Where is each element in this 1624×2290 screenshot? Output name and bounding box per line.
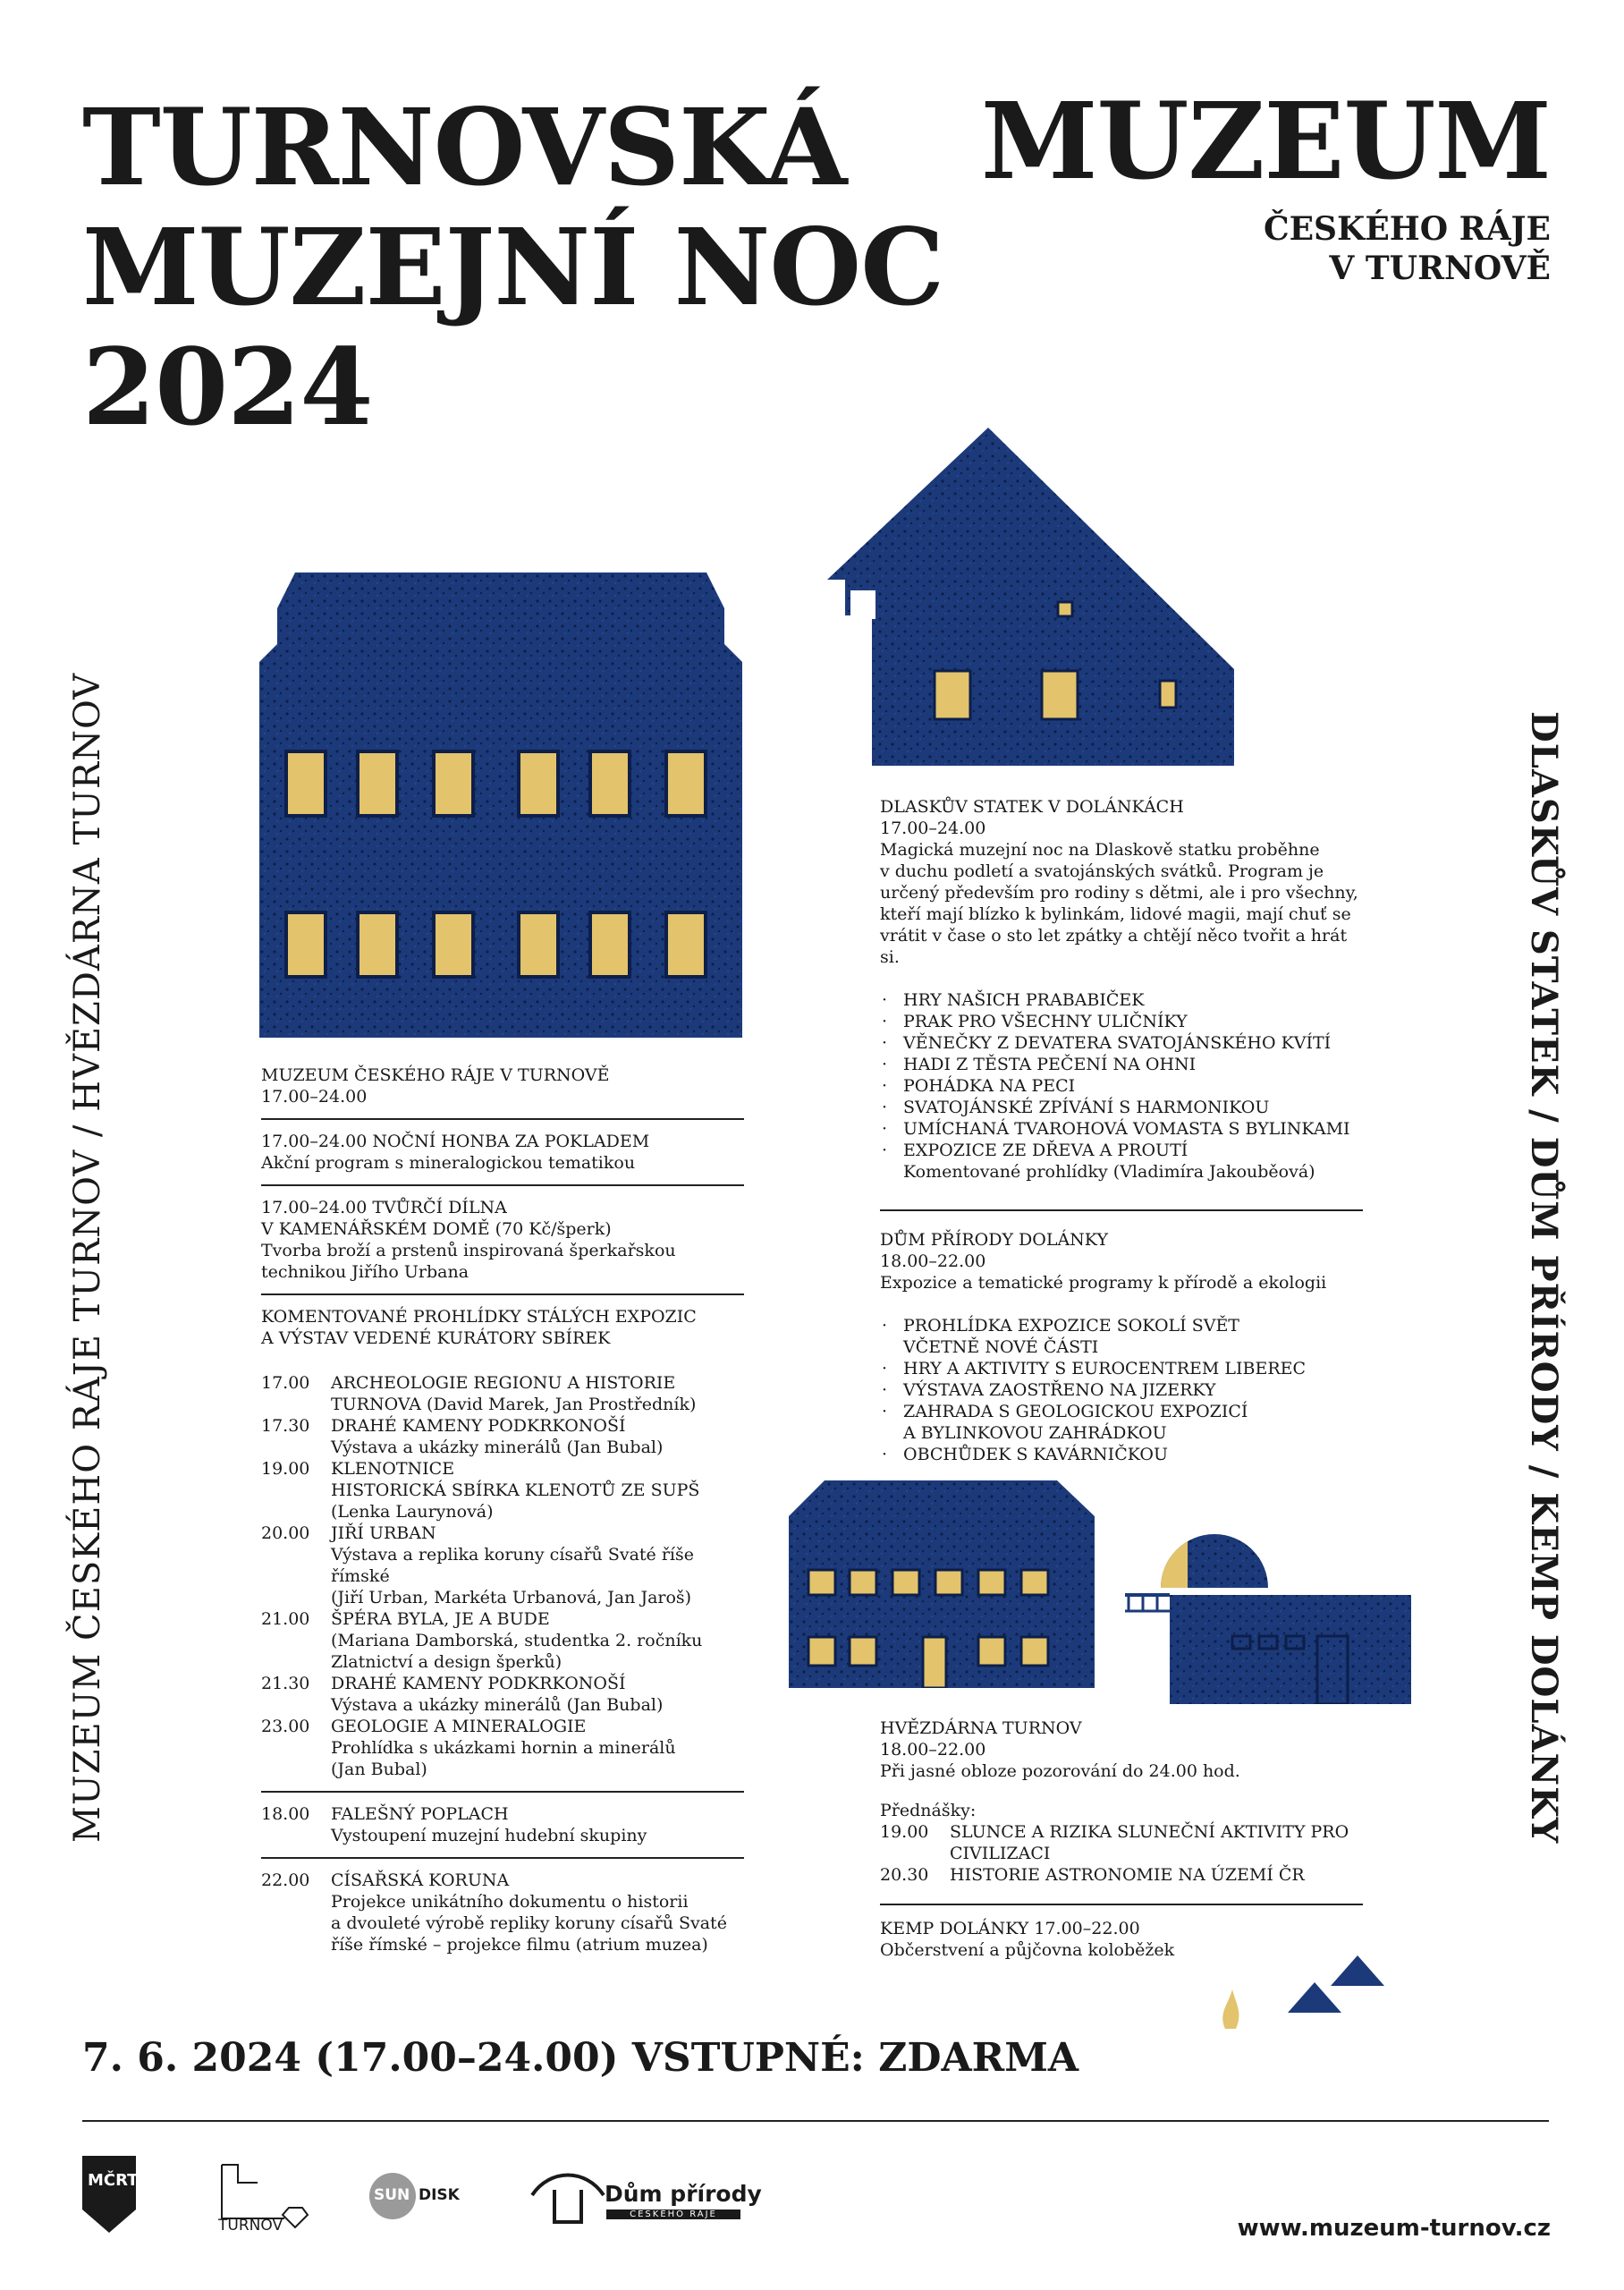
item-line: · PROHLÍDKA EXPOZICE SOKOLÍ SVĚT (903, 1316, 1239, 1336)
divider (261, 1857, 744, 1859)
page-title (82, 85, 944, 449)
program-item-dilna-title-2: V KAMENÁŘSKÉM DOMĚ (70 Kč/šperk) (261, 1219, 612, 1239)
dum-prirody-illustration (789, 1480, 1095, 1688)
statek-desc-line: v duchu podletí a svatojánských svátků. Program je (880, 861, 1324, 881)
vertical-right-caption: DLASKŮV STATEK / DŮM PŘÍRODY / KEMP DOLÁNKY (1523, 711, 1565, 1845)
museum-building-illustration (259, 572, 742, 1038)
dum-hours: 18.00–22.00 (880, 1251, 986, 1271)
tour-time: 19.00 (261, 1459, 310, 1479)
item-line: A BYLINKOVOU ZAHRÁDKOU (903, 1423, 1167, 1443)
list-item: · VĚNEČKY Z DEVATERA SVATOJÁNSKÉHO KVÍTÍ (880, 1032, 1363, 1054)
logo-sundisk-a: SUN (374, 2186, 410, 2204)
museum-line-2: V TURNOVĚ (1329, 250, 1551, 287)
list-item: · UMÍCHANÁ TVAROHOVÁ VOMASTA S BYLINKAMI (880, 1118, 1363, 1140)
statek-list (880, 989, 1363, 1161)
list-item: · SVATOJÁNSKÉ ZPÍVÁNÍ S HARMONIKOU (880, 1097, 1363, 1118)
program-item-dilna-title-1: 17.00–24.00 TVŮRČÍ DÍLNA (261, 1198, 507, 1217)
item-line: FALEŠNÝ POPLACH (331, 1804, 509, 1824)
tour-line: KLENOTNICE (331, 1459, 455, 1479)
logo-dum-text: Dům přírody (605, 2181, 762, 2207)
tour-line: TURNOVA (David Marek, Jan Prostředník) (331, 1395, 697, 1414)
item-line: VČETNĚ NOVÉ ČÁSTI (903, 1337, 1099, 1357)
title-line-1: TURNOVSKÁ (82, 85, 847, 209)
hvezdarna-heading: HVĚZDÁRNA TURNOV (880, 1718, 1082, 1738)
list-item: · HADI Z TĚSTA PEČENÍ NA OHNI (880, 1054, 1363, 1075)
divider (261, 1118, 744, 1120)
lecture-time: 20.30 (880, 1865, 929, 1885)
statek-desc-line: Magická muzejní noc na Dlaskově statku proběhne (880, 840, 1320, 860)
kemp-heading: KEMP DOLÁNKY 17.00–22.00 (880, 1919, 1140, 1938)
lecture-row (880, 1864, 1381, 1886)
item-line: CÍSAŘSKÁ KORUNA (331, 1870, 510, 1890)
list-item (880, 1379, 1363, 1401)
statek-house-shape (827, 428, 1234, 766)
tour-row (261, 1458, 744, 1522)
title-line-3: 2024 (82, 325, 373, 449)
lecture-line: CIVILIZACI (950, 1844, 1051, 1863)
lecture-line: HISTORIE ASTRONOMIE NA ÚZEMÍ ČR (950, 1865, 1305, 1885)
lecture-row (880, 1821, 1381, 1864)
program-item-dilna-desc-2: technikou Jiřího Urbana (261, 1262, 469, 1282)
list-item: · HRY NAŠICH PRABABIČEK (880, 989, 1363, 1011)
website-url[interactable]: www.muzeum-turnov.cz (1237, 2215, 1551, 2242)
footer-divider (82, 2120, 1549, 2122)
program-item-poplach (261, 1803, 744, 1846)
tour-line: GEOLOGIE A MINERALOGIE (331, 1717, 587, 1736)
statek-hours: 17.00–24.00 (880, 818, 986, 838)
tour-row (261, 1372, 744, 1415)
item-line: · ZAHRADA S GEOLOGICKOU EXPOZICÍ (903, 1402, 1248, 1421)
divider (261, 1184, 744, 1186)
logo-mcrt (82, 2156, 139, 2233)
dum-desc: Expozice a tematické programy k přírodě a ekologii (880, 1273, 1327, 1293)
lecture-time: 19.00 (880, 1822, 929, 1842)
tours-title-2: A VÝSTAV VEDENÉ KURÁTORY SBÍREK (261, 1328, 611, 1348)
museum-line-1: ČESKÉHO RÁJE (1263, 210, 1551, 248)
dum-heading: DŮM PŘÍRODY DOLÁNKY (880, 1230, 1109, 1250)
hvezdarna-illustration (1125, 1525, 1411, 1704)
tour-row (261, 1673, 744, 1716)
museum-program-hours: 17.00–24.00 (261, 1087, 368, 1107)
item-line: a dvouleté výrobě repliky koruny císařů Svaté (331, 1913, 727, 1933)
statek-note: Komentované prohlídky (Vladimíra Jakouběová) (903, 1162, 1315, 1182)
tour-time: 21.00 (261, 1609, 310, 1629)
divider (261, 1293, 744, 1295)
list-item (880, 1401, 1363, 1444)
tour-line: Prohlídka s ukázkami hornin a minerálů (331, 1738, 676, 1758)
logo-dum-prirody (528, 2168, 762, 2231)
tour-line: (Jan Bubal) (331, 1760, 427, 1779)
tour-time: 17.30 (261, 1416, 310, 1436)
list-item (880, 1358, 1363, 1379)
tour-line: HISTORICKÁ SBÍRKA KLENOTŮ ZE SUPŠ (331, 1480, 700, 1500)
tour-row (261, 1608, 744, 1673)
logo-turnov (213, 2156, 311, 2233)
hvezdarna-desc: Při jasné obloze pozorování do 24.00 hod. (880, 1761, 1240, 1781)
statek-desc-line: určený především pro rodiny s dětmi, ale i pro všechny, (880, 883, 1358, 903)
museum-big: MUZEUM (980, 79, 1551, 203)
logo-turnov-text: TURNOV (218, 2217, 283, 2235)
tours-list (261, 1372, 744, 1780)
kemp-illustration (1216, 1932, 1413, 2040)
observatory-dome-slit (1161, 1541, 1188, 1588)
tour-line: Výstava a replika koruny císařů Svaté říše římské (331, 1545, 694, 1586)
tour-time: 21.30 (261, 1674, 310, 1693)
program-item-dilna-desc-1: Tvorba broží a prstenů inspirovaná šperkařskou (261, 1241, 676, 1260)
item-time: 22.00 (261, 1870, 310, 1890)
tour-time: 23.00 (261, 1717, 310, 1736)
statek-desc-line: vrátit v čase o sto let zpátky a chtějí něco tvořit a hrát si. (880, 926, 1348, 967)
event-date-line: 7. 6. 2024 (17.00–24.00) VSTUPNÉ: ZDARMA (82, 2035, 1079, 2081)
tour-line: Zlatnictví a design šperků) (331, 1652, 562, 1672)
item-line: Projekce unikátního dokumentu o historii (331, 1892, 689, 1912)
tours-title-1: KOMENTOVANÉ PROHLÍDKY STÁLÝCH EXPOZIC (261, 1307, 697, 1327)
title-line-2: MUZEJNÍ NOC (82, 205, 944, 329)
tent-icon (1331, 1955, 1384, 1986)
list-item: · EXPOZICE ZE DŘEVA A PROUTÍ (880, 1140, 1363, 1161)
divider (261, 1791, 744, 1793)
tour-line: (Jiří Urban, Markéta Urbanová, Jan Jaroš) (331, 1588, 692, 1607)
item-line: · VÝSTAVA ZAOSTŘENO NA JIZERKY (903, 1380, 1216, 1400)
statek-desc-line: kteří mají blízko k bylinkám, lidové magii, mají chuť se (880, 904, 1351, 924)
list-item (880, 1315, 1363, 1358)
tour-line: DRAHÉ KAMENY PODKRKONOŠÍ (331, 1674, 626, 1693)
item-line: · HRY A AKTIVITY S EUROCENTREM LIBEREC (903, 1359, 1307, 1378)
list-item (880, 1444, 1363, 1465)
tour-time: 17.00 (261, 1373, 310, 1393)
list-item: · PRAK PRO VŠECHNY ULIČNÍKY (880, 1011, 1363, 1032)
tour-line: Výstava a ukázky minerálů (Jan Bubal) (331, 1695, 664, 1715)
museum-logo-text (980, 79, 1551, 288)
lectures-label: Přednášky: (880, 1801, 977, 1820)
divider (880, 1904, 1363, 1905)
logo-mcrt-text: MČRT (88, 2171, 139, 2190)
statek-heading: DLASKŮV STATEK V DOLÁNKÁCH (880, 797, 1184, 817)
divider (880, 1209, 1363, 1211)
list-item: · POHÁDKA NA PECI (880, 1075, 1363, 1097)
tour-line: Výstava a ukázky minerálů (Jan Bubal) (331, 1438, 664, 1457)
tour-row (261, 1415, 744, 1458)
logo-dum-subtitle: ČESKÉHO RÁJE (606, 2209, 740, 2219)
museum-program-heading: MUZEUM ČESKÉHO RÁJE V TURNOVĚ (261, 1065, 610, 1085)
statek-illustration (827, 428, 1239, 768)
tent-icon (1288, 1982, 1341, 2013)
logo-sundisk (368, 2172, 460, 2220)
kemp-desc: Občerstvení a půjčovna koloběžek (880, 1940, 1175, 1960)
item-line: · OBCHŮDEK S KAVÁRNIČKOU (903, 1445, 1169, 1464)
lecture-line: SLUNCE A RIZIKA SLUNEČNÍ AKTIVITY PRO (950, 1822, 1349, 1842)
hvezdarna-program (880, 1718, 1381, 1961)
item-time: 18.00 (261, 1804, 310, 1824)
museum-program (261, 1064, 744, 1955)
dum-list (880, 1315, 1363, 1465)
tour-line: DRAHÉ KAMENY PODKRKONOŠÍ (331, 1416, 626, 1436)
tour-line: (Lenka Laurynová) (331, 1502, 494, 1522)
logo-sundisk-b: DISK (419, 2186, 460, 2204)
tour-time: 20.00 (261, 1523, 310, 1543)
item-line: Vystoupení muzejní hudební skupiny (331, 1826, 647, 1845)
item-line: říše římské – projekce filmu (atrium muzea) (331, 1935, 708, 1955)
hvezdarna-hours: 18.00–22.00 (880, 1740, 986, 1760)
tour-row (261, 1716, 744, 1780)
program-item-honba-desc: Akční program s mineralogickou tematikou (261, 1153, 636, 1173)
campfire-icon (1222, 1989, 1239, 2029)
tour-row (261, 1522, 744, 1608)
tour-line: (Mariana Damborská, studentka 2. ročníku (331, 1631, 703, 1650)
tour-line: JIŘÍ URBAN (331, 1523, 436, 1543)
tour-line: ŠPÉRA BYLA, JE A BUDE (331, 1609, 550, 1629)
tour-line: ARCHEOLOGIE REGIONU A HISTORIE (331, 1373, 676, 1393)
vertical-left-caption: MUZEUM ČESKÉHO RÁJE TURNOV / HVĚZDÁRNA TURNOV (67, 673, 108, 1843)
program-item-honba-title: 17.00–24.00 NOČNÍ HONBA ZA POKLADEM (261, 1132, 650, 1151)
statek-program (880, 796, 1363, 1465)
program-item-koruna (261, 1870, 744, 1955)
statek-window-white (850, 590, 875, 619)
